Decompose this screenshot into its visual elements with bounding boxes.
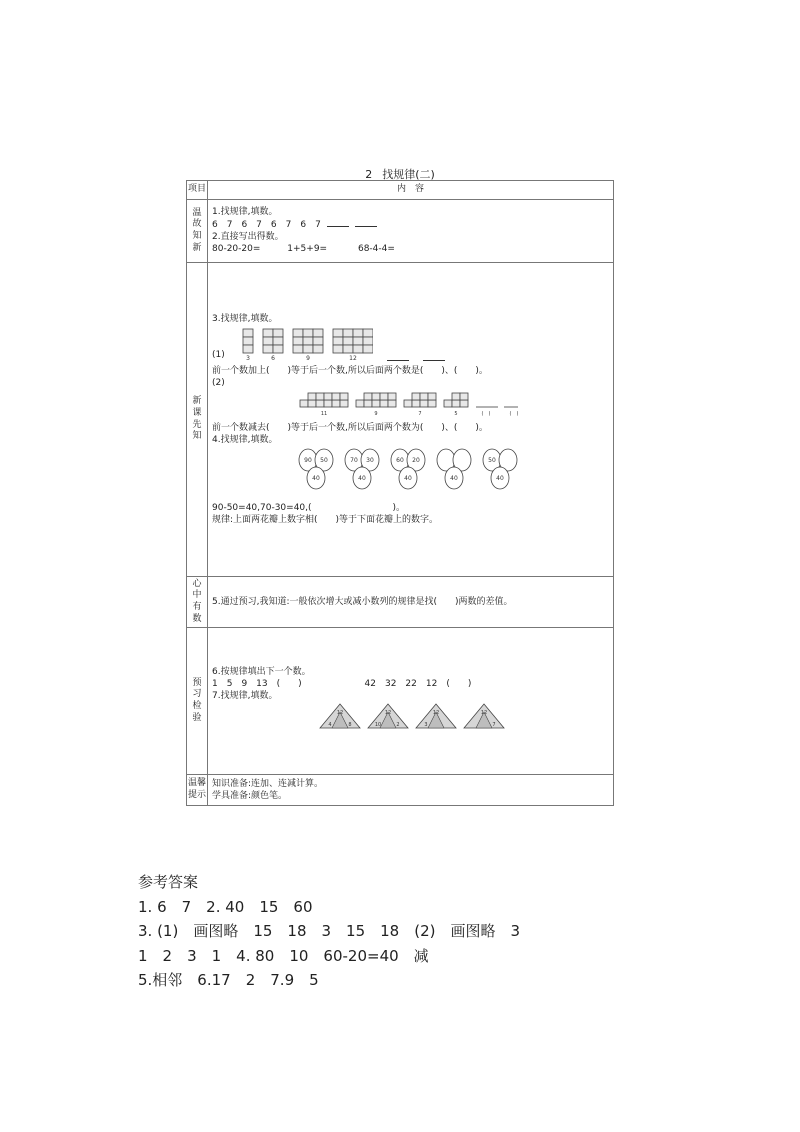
q2-item: 1+5+9= <box>287 244 328 255</box>
q6-seq-b: 42 32 22 12 ( ) <box>364 679 472 690</box>
block-square <box>263 337 273 345</box>
block-square <box>412 393 420 400</box>
block-count-label: 12 <box>348 355 357 362</box>
petal-number: 40 <box>450 474 458 482</box>
answer-key <box>138 870 520 993</box>
block-square <box>308 393 316 400</box>
block-square <box>303 337 313 345</box>
block-square <box>372 393 380 400</box>
q1-sequence <box>212 218 609 231</box>
block-square <box>332 393 340 400</box>
block-square <box>340 400 348 407</box>
block-square <box>316 400 324 407</box>
triangle-top-number: 12 <box>384 710 392 717</box>
q4-equation: 90-50=40,70-30=40,( )。 <box>212 502 406 513</box>
answer-line: 5.相邻 6.17 2 7.9 5 <box>138 971 319 989</box>
q7-text: 7.找规律,填数。 <box>212 691 278 702</box>
block-square <box>412 400 420 407</box>
q1-text: 1.找规律,填数。 <box>212 207 278 217</box>
petal-number: 30 <box>366 456 374 464</box>
worksheet-table <box>186 180 614 806</box>
block-square <box>428 393 436 400</box>
mind-label: 心中有数 <box>192 578 202 624</box>
triangle-right-number: 2 <box>396 722 400 729</box>
block-square <box>364 400 372 407</box>
block-square <box>324 400 332 407</box>
title-text: 找规律(二) <box>382 168 435 181</box>
block-count-label: 11 <box>320 411 328 418</box>
block-square <box>420 393 428 400</box>
block-figures-2 <box>298 389 518 417</box>
block-count-label: 5 <box>454 411 458 418</box>
block-count-label: 3 <box>245 355 250 362</box>
block-square <box>313 337 323 345</box>
block-square <box>332 400 340 407</box>
block-square <box>343 337 353 345</box>
q6-seq-a: 1 5 9 13 ( ) <box>212 679 302 690</box>
block-square <box>313 345 323 353</box>
answer-blank[interactable] <box>387 352 409 361</box>
answer-blank[interactable] <box>423 352 445 361</box>
triangle-top-number: 12 <box>336 710 344 717</box>
block-square <box>243 345 253 353</box>
tips-row <box>187 775 614 806</box>
flower-row <box>212 446 609 498</box>
header-content: 内 容 <box>208 181 614 200</box>
answer-blank[interactable] <box>327 218 349 227</box>
triangle-top-number: 12 <box>432 710 440 717</box>
petal-number: 60 <box>396 456 404 464</box>
block-square <box>300 400 308 407</box>
petal-number: 40 <box>404 474 412 482</box>
block-square <box>293 345 303 353</box>
check-label: 预习检验 <box>192 677 202 723</box>
block-square <box>273 345 283 353</box>
blank-label: ( ) <box>481 411 491 418</box>
answer-line: 3. (1) 画图略 15 18 3 15 18 (2) 画图略 3 <box>138 922 521 940</box>
answer-title: 参考答案 <box>138 873 199 891</box>
triangle-left-number: 10 <box>374 722 382 729</box>
q2-item: 80-20-20= <box>212 244 261 255</box>
block-square <box>263 329 273 337</box>
block-square <box>263 345 273 353</box>
flower-figures <box>294 446 524 494</box>
q2-items <box>212 243 609 255</box>
block-square <box>404 400 412 407</box>
petal-number: 20 <box>412 456 420 464</box>
block-square <box>243 337 253 345</box>
block-square <box>273 329 283 337</box>
block-square <box>363 329 373 337</box>
block-square <box>363 337 373 345</box>
p1-label: (1) <box>212 350 225 360</box>
table-header-row <box>187 181 614 200</box>
petal-number: 40 <box>312 474 320 482</box>
block-square <box>356 400 364 407</box>
block-square <box>452 393 460 400</box>
triangle-right-number: 7 <box>492 722 496 729</box>
tips-line-2: 学具准备:颜色笔。 <box>212 791 288 801</box>
p1-text: 前一个数加上( )等于后一个数,所以后面两个数是( )、( )。 <box>212 366 488 377</box>
block-square <box>273 337 283 345</box>
block-square <box>363 345 373 353</box>
petal-number: 70 <box>350 456 358 464</box>
petal-number: 40 <box>358 474 366 482</box>
block-square <box>333 337 343 345</box>
block-square <box>343 329 353 337</box>
q6-text: 6.按规律填出下一个数。 <box>212 667 311 677</box>
block-square <box>353 345 363 353</box>
block-square <box>428 400 436 407</box>
petal-number: 50 <box>320 456 328 464</box>
block-count-label: 6 <box>270 355 275 362</box>
block-square <box>353 337 363 345</box>
p2-text: 前一个数减去( )等于后一个数,所以后面两个数为( )、( )。 <box>212 422 488 433</box>
tips-line-1: 知识准备:连加、连减计算。 <box>212 778 324 789</box>
block-count-label: 7 <box>418 411 422 418</box>
block-square <box>364 393 372 400</box>
block-square <box>380 400 388 407</box>
blank-label: ( ) <box>509 411 518 418</box>
block-square <box>333 329 343 337</box>
block-square <box>303 345 313 353</box>
block-square <box>380 393 388 400</box>
block-square <box>308 400 316 407</box>
header-item: 项目 <box>187 181 208 200</box>
review-row <box>187 200 614 263</box>
triangle-row <box>212 702 609 736</box>
review-label: 温故知新 <box>192 207 202 253</box>
block-square <box>460 400 468 407</box>
p2-label: (2) <box>212 378 225 389</box>
answer-line: 1. 6 7 2. 40 15 60 <box>138 897 313 916</box>
q6-sequences <box>212 678 609 690</box>
q5-text: 5.通过预习,我知道:一般依次增大或减小数列的规律是找( )两数的差值。 <box>212 596 513 607</box>
triangle-figures <box>312 702 512 732</box>
block-square <box>324 393 332 400</box>
title-number: 2 <box>365 168 373 181</box>
block-square <box>340 393 348 400</box>
block-square <box>313 329 323 337</box>
triangle-left-number: 3 <box>424 722 428 729</box>
q2-item: 68-4-4= <box>357 244 395 255</box>
q2-text: 2.直接写出得数。 <box>212 232 284 243</box>
block-square <box>353 329 363 337</box>
newlesson-row <box>187 263 614 577</box>
block-square <box>388 393 396 400</box>
block-square <box>303 329 313 337</box>
block-square <box>444 400 452 407</box>
block-square <box>343 345 353 353</box>
block-square <box>333 345 343 353</box>
check-row <box>187 628 614 775</box>
block-square <box>452 400 460 407</box>
petal-number: 40 <box>496 474 504 482</box>
block-count-label: 9 <box>305 355 310 362</box>
answer-line: 1 2 3 1 4. 80 10 60-20=40 减 <box>138 946 429 965</box>
triangle-right-number: 8 <box>348 722 352 729</box>
block-figures-1 <box>233 327 373 361</box>
newlesson-label: 新课先知 <box>192 396 202 442</box>
block-square <box>420 400 428 407</box>
petal-number: 50 <box>488 456 496 464</box>
block-square <box>460 393 468 400</box>
block-square <box>243 329 253 337</box>
petal-number: 90 <box>304 456 312 464</box>
p2-figure-row <box>212 389 609 421</box>
triangle-left-number: 4 <box>328 722 332 729</box>
triangle-top-number: 12 <box>480 710 488 717</box>
answer-blank[interactable] <box>355 218 377 227</box>
mind-row <box>187 577 614 628</box>
tips-label: 温馨提示 <box>187 778 206 800</box>
q3-text: 3.找规律,填数。 <box>212 314 278 324</box>
q1-seq-values: 6 7 6 7 6 7 6 7 <box>212 220 321 231</box>
block-square <box>293 337 303 345</box>
block-square <box>372 400 380 407</box>
block-square <box>316 393 324 400</box>
p1-figure-row <box>212 327 609 361</box>
q4-rule: 规律:上面两花瓣上数字相( )等于下面花瓣上的数字。 <box>212 515 439 526</box>
q4-text: 4.找规律,填数。 <box>212 434 278 445</box>
block-square <box>388 400 396 407</box>
block-count-label: 9 <box>374 411 378 418</box>
block-square <box>293 329 303 337</box>
